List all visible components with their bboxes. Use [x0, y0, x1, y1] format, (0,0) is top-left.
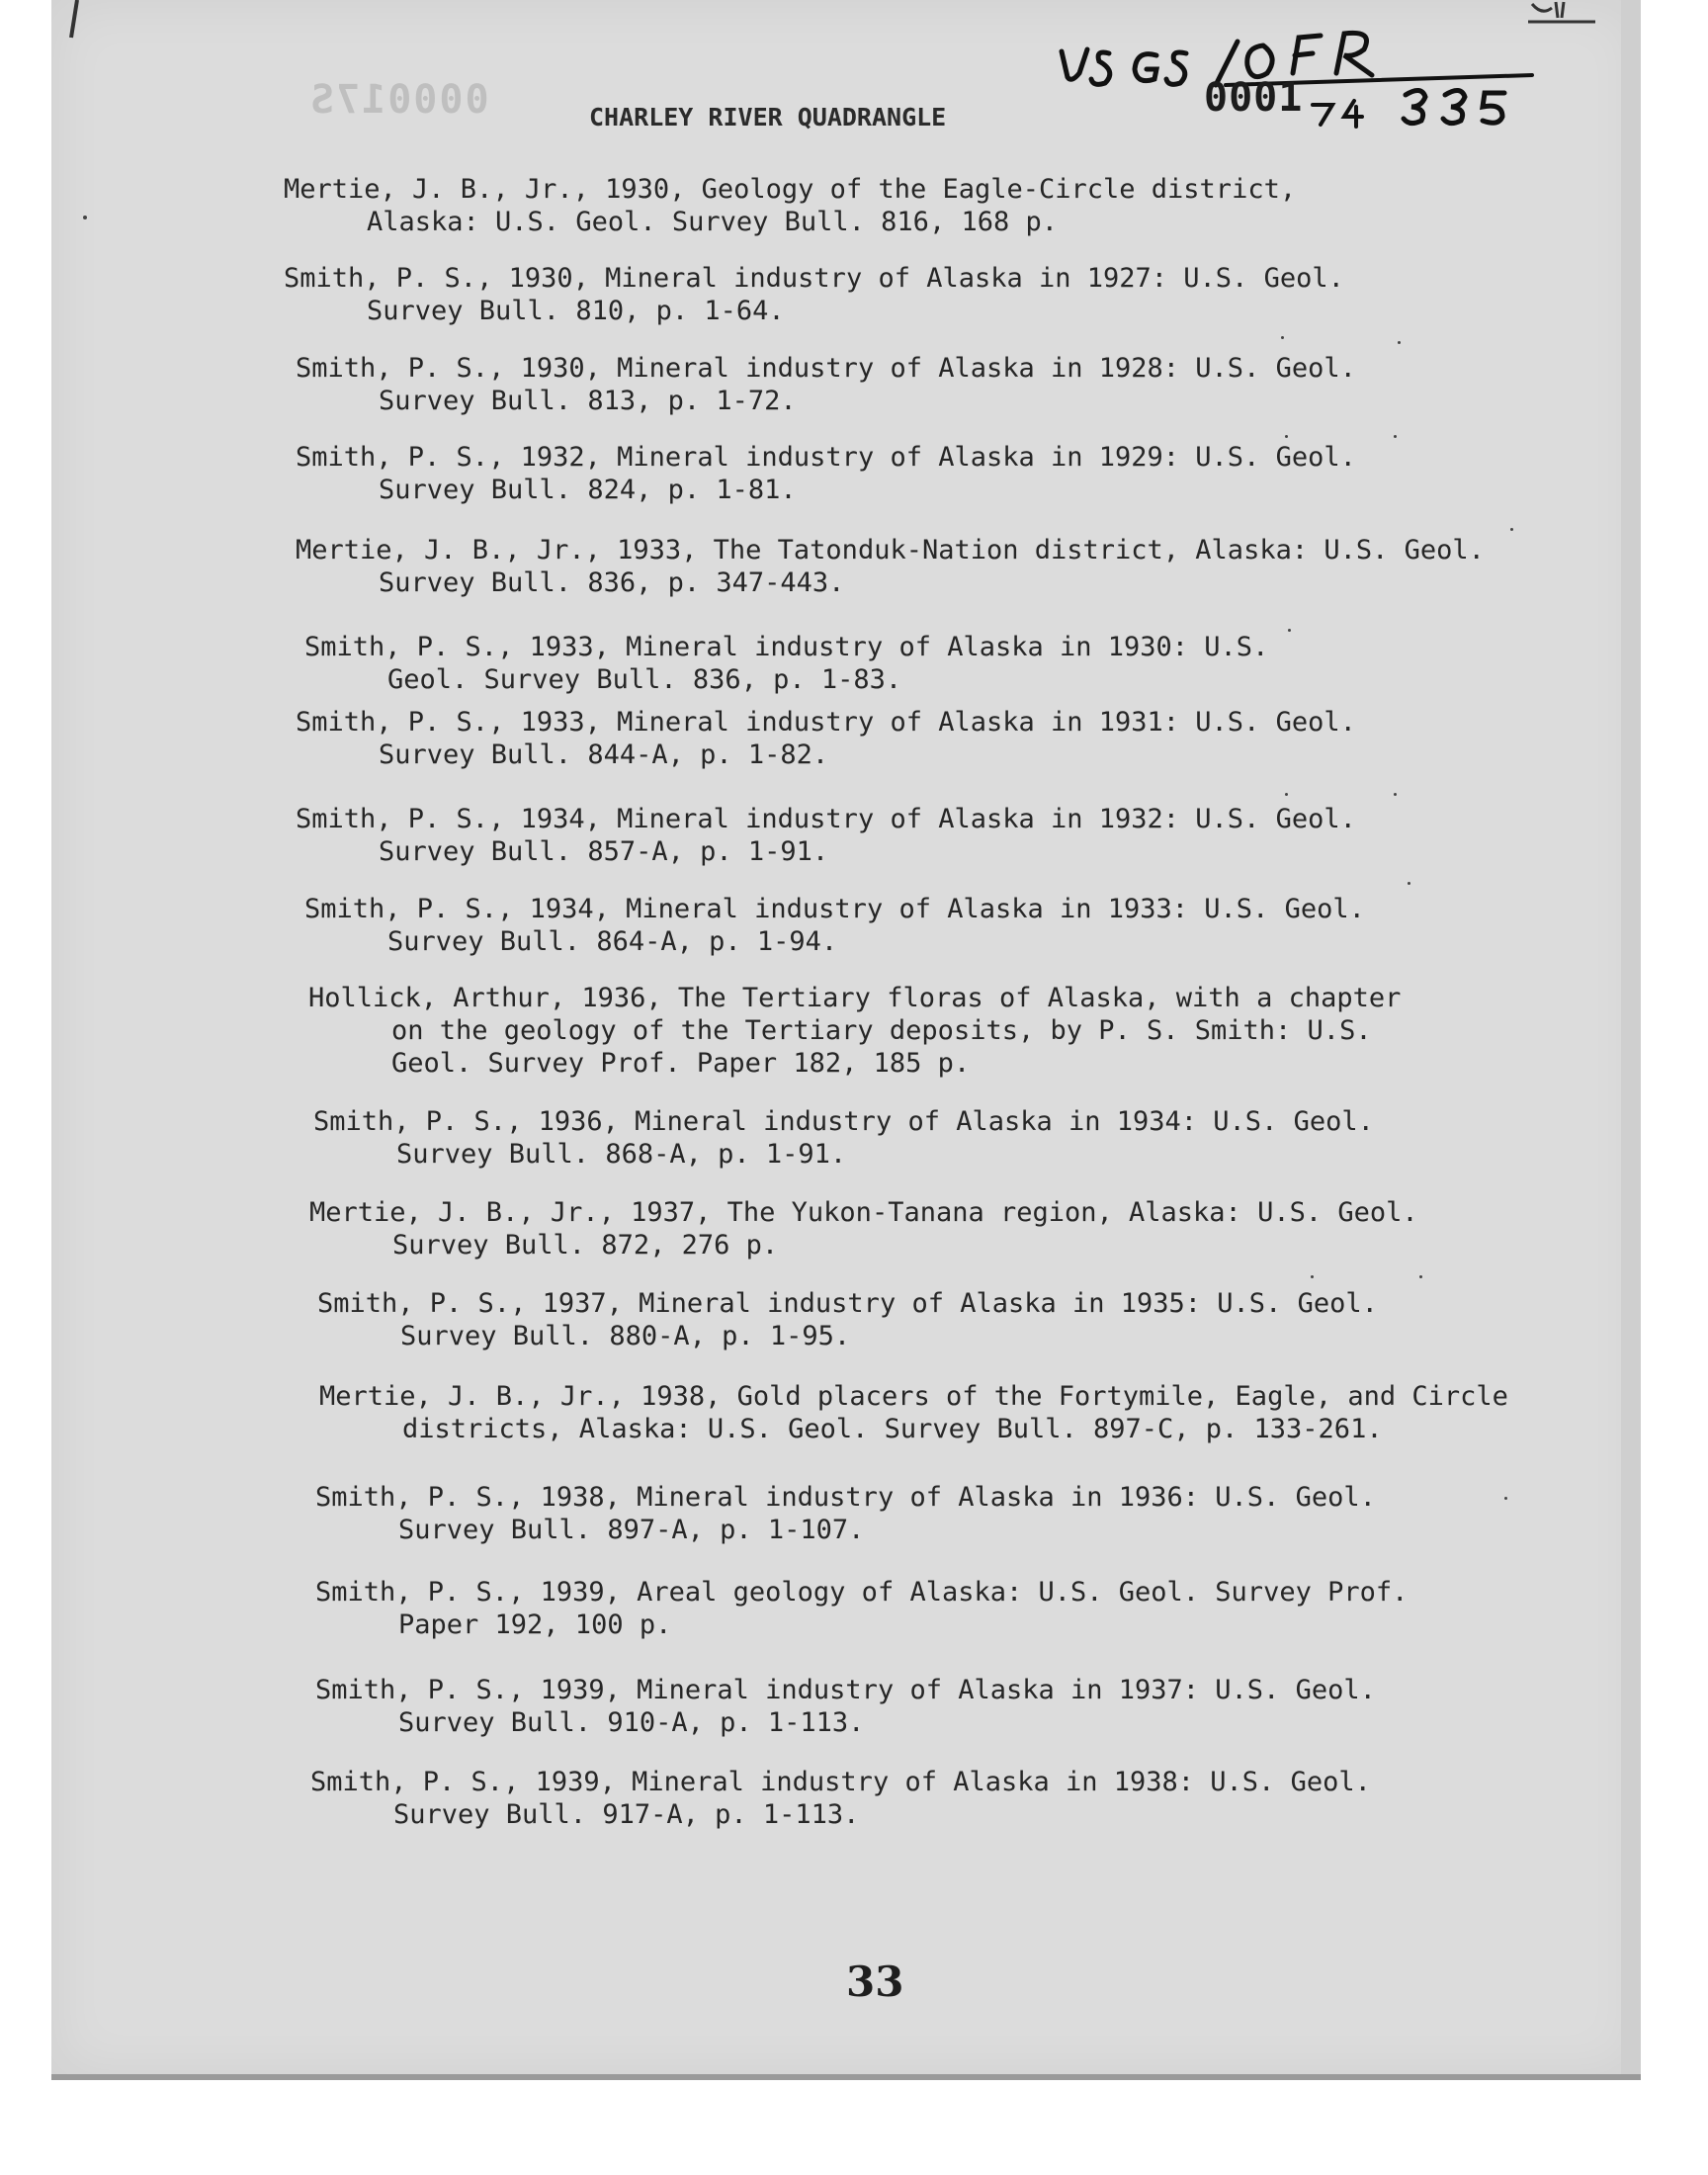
reference-line: Alaska: U.S. Geol. Survey Bull. 816, 168 p. — [367, 207, 1058, 237]
reference-line: Mertie, J. B., Jr., 1933, The Tatonduk-Nation district, Alaska: U.S. Geol. — [296, 535, 1485, 566]
reference-line: Smith, P. S., 1930, Mineral industry of Alaska in 1928: U.S. Geol. — [296, 353, 1356, 384]
reference-line: Survey Bull. 880-A, p. 1-95. — [400, 1321, 851, 1351]
reference-line: Mertie, J. B., Jr., 1937, The Yukon-Tanana region, Alaska: U.S. Geol. — [309, 1197, 1418, 1228]
reference-line: Mertie, J. B., Jr., 1938, Gold placers of the Fortymile, Eagle, and Circle — [319, 1381, 1508, 1412]
reference-line: Smith, P. S., 1939, Mineral industry of Alaska in 1937: U.S. Geol. — [315, 1675, 1376, 1705]
scan-speck — [1398, 341, 1401, 344]
reference-line: districts, Alaska: U.S. Geol. Survey Bull. 897-C, p. 133-261. — [402, 1414, 1383, 1444]
scan-speck — [1285, 435, 1288, 438]
reference-entry — [284, 173, 1296, 238]
scan-speck — [1408, 882, 1410, 885]
reference-line: Survey Bull. 857-A, p. 1-91. — [379, 836, 829, 867]
reference-entry — [315, 1576, 1408, 1641]
scan-speck — [1394, 793, 1397, 796]
reference-line: Smith, P. S., 1933, Mineral industry of Alaska in 1931: U.S. Geol. — [296, 707, 1356, 738]
document-stamp-number: 0001 — [1204, 75, 1304, 121]
scan-speck — [1504, 1497, 1507, 1500]
reference-line: Smith, P. S., 1930, Mineral industry of Alaska in 1927: U.S. Geol. — [284, 263, 1344, 294]
reference-line: Smith, P. S., 1934, Mineral industry of Alaska in 1933: U.S. Geol. — [304, 894, 1365, 924]
reference-entry — [315, 1674, 1376, 1739]
reference-entry — [296, 706, 1356, 771]
reference-entry — [296, 441, 1356, 506]
reference-line: Geol. Survey Bull. 836, p. 1-83. — [387, 664, 902, 695]
reference-entry — [304, 893, 1365, 958]
reference-line: Survey Bull. 910-A, p. 1-113. — [398, 1707, 865, 1738]
reference-line: Mertie, J. B., Jr., 1930, Geology of the Eagle-Circle district, — [284, 174, 1297, 205]
reference-line: Survey Bull. 872, 276 p. — [392, 1230, 779, 1261]
reference-entry — [284, 262, 1344, 327]
reference-line: Survey Bull. 868-A, p. 1-91. — [396, 1139, 847, 1170]
reference-line: Survey Bull. 836, p. 347-443. — [379, 567, 845, 598]
reference-entry — [315, 1481, 1376, 1546]
reference-line: Smith, P. S., 1936, Mineral industry of Alaska in 1934: U.S. Geol. — [313, 1106, 1374, 1137]
reference-entry — [317, 1287, 1378, 1352]
reference-line: Smith, P. S., 1933, Mineral industry of Alaska in 1930: U.S. — [304, 632, 1269, 662]
reference-line: Survey Bull. 824, p. 1-81. — [379, 475, 797, 505]
reference-line: Smith, P. S., 1937, Mineral industry of Alaska in 1935: U.S. Geol. — [317, 1288, 1378, 1319]
scan-speck — [1510, 528, 1513, 531]
reference-entry — [310, 1766, 1371, 1831]
scan-speck — [1281, 336, 1284, 339]
reference-line: Smith, P. S., 1939, Areal geology of Alaska: U.S. Geol. Survey Prof. — [315, 1577, 1409, 1608]
scan-speck — [1311, 1275, 1314, 1278]
reference-entry — [308, 982, 1401, 1080]
reference-entry — [296, 352, 1356, 417]
scan-speck — [1285, 793, 1288, 796]
reference-line: Smith, P. S., 1938, Mineral industry of Alaska in 1936: U.S. Geol. — [315, 1482, 1376, 1513]
reference-line: Survey Bull. 813, p. 1-72. — [379, 386, 797, 416]
reference-line: Smith, P. S., 1939, Mineral industry of Alaska in 1938: U.S. Geol. — [310, 1767, 1371, 1797]
page-title: CHARLEY RIVER QUADRANGLE — [589, 103, 947, 131]
reference-line: Survey Bull. 897-A, p. 1-107. — [398, 1515, 865, 1545]
reference-line: Hollick, Arthur, 1936, The Tertiary floras of Alaska, with a chapter — [308, 983, 1402, 1013]
reference-line: Smith, P. S., 1932, Mineral industry of Alaska in 1929: U.S. Geol. — [296, 442, 1356, 473]
scan-speck — [83, 216, 87, 219]
reference-line: on the geology of the Tertiary deposits, by P. S. Smith: U.S. — [391, 1015, 1372, 1046]
reference-line: Survey Bull. 864-A, p. 1-94. — [387, 926, 838, 957]
reference-entry — [296, 803, 1356, 868]
scan-speck — [1288, 629, 1291, 632]
reference-line: Geol. Survey Prof. Paper 182, 185 p. — [391, 1048, 971, 1079]
page-number: 33 — [846, 1958, 904, 2006]
reference-line: Survey Bull. 917-A, p. 1-113. — [393, 1799, 860, 1830]
reference-entry — [304, 631, 1268, 696]
reference-entry — [319, 1380, 1508, 1445]
scan-speck — [1419, 1275, 1422, 1278]
reference-entry — [296, 534, 1485, 599]
reference-line: Survey Bull. 810, p. 1-64. — [367, 296, 785, 326]
reference-line: Smith, P. S., 1934, Mineral industry of Alaska in 1932: U.S. Geol. — [296, 804, 1356, 834]
reference-line: Paper 192, 100 p. — [398, 1610, 672, 1640]
bleed-through-text: 000017S — [308, 77, 489, 123]
reference-entry — [313, 1105, 1374, 1171]
reference-entry — [309, 1196, 1418, 1262]
scan-speck — [1394, 435, 1397, 438]
reference-line: Survey Bull. 844-A, p. 1-82. — [379, 740, 829, 770]
